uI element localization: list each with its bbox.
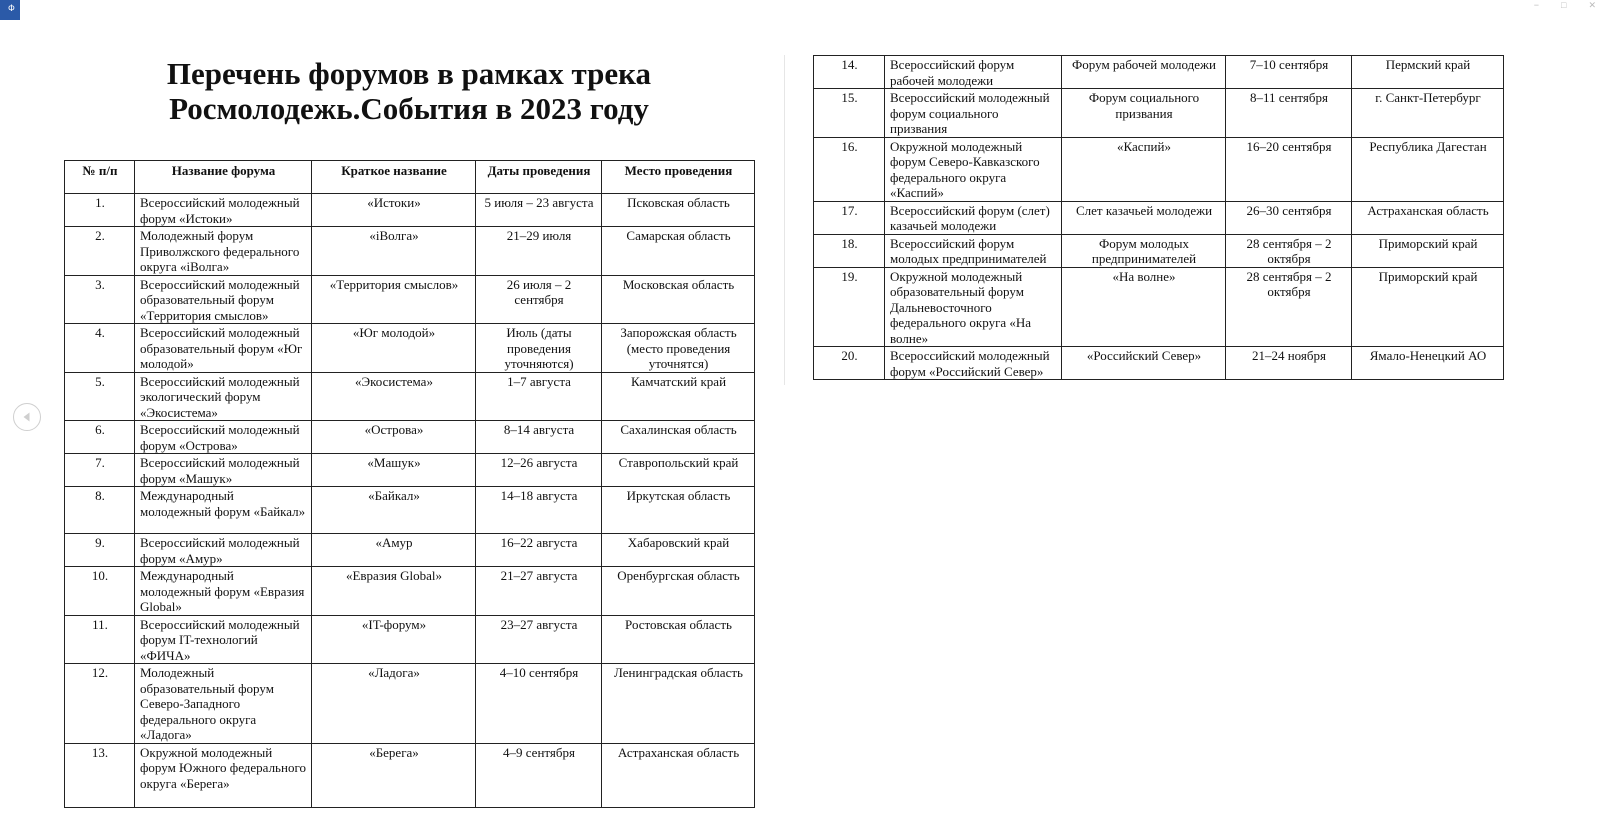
cell-num: 6. bbox=[65, 421, 135, 454]
cell-name: Всероссийский форум (слет) казачьей молодежи bbox=[885, 201, 1062, 234]
cell-name: Окружной молодежный форум Южного федерального округа «Берега» bbox=[135, 743, 312, 807]
cell-name: Молодежный форум Приволжского федерального округа «iВолга» bbox=[135, 227, 312, 276]
cell-place: Ставропольский край bbox=[602, 454, 755, 487]
cell-name: Всероссийский молодежный форум «Острова» bbox=[135, 421, 312, 454]
cell-name: Международный молодежный форум «Байкал» bbox=[135, 487, 312, 534]
cell-place: Республика Дагестан bbox=[1352, 137, 1504, 201]
cell-num: 16. bbox=[814, 137, 885, 201]
table-row bbox=[814, 234, 1504, 267]
cell-name: Всероссийский молодежный форум IT-технологий «ФИЧА» bbox=[135, 615, 312, 664]
cell-place: Запорожская область (место проведения уточнятся) bbox=[602, 324, 755, 373]
cell-dates: 16–22 августа bbox=[476, 534, 602, 567]
cell-num: 12. bbox=[65, 664, 135, 744]
cell-place: Ленинградская область bbox=[602, 664, 755, 744]
cell-num: 5. bbox=[65, 372, 135, 421]
cell-name: Молодежный образовательный форум Северо-Западного федерального округа «Ладога» bbox=[135, 664, 312, 744]
cell-num: 17. bbox=[814, 201, 885, 234]
cell-dates: 8–11 сентября bbox=[1226, 89, 1352, 138]
cell-short: Форум социального призвания bbox=[1062, 89, 1226, 138]
cell-num: 11. bbox=[65, 615, 135, 664]
table-row bbox=[814, 137, 1504, 201]
cell-place: Приморский край bbox=[1352, 267, 1504, 347]
cell-dates: 21–24 ноября bbox=[1226, 347, 1352, 380]
header-place: Место проведения bbox=[602, 161, 755, 194]
cell-dates: 26–30 сентября bbox=[1226, 201, 1352, 234]
cell-short: «Российский Север» bbox=[1062, 347, 1226, 380]
cell-short: «Машук» bbox=[312, 454, 476, 487]
cell-num: 1. bbox=[65, 194, 135, 227]
cell-dates: 23–27 августа bbox=[476, 615, 602, 664]
cell-num: 9. bbox=[65, 534, 135, 567]
cell-dates: 26 июля – 2 сентября bbox=[476, 275, 602, 324]
table-row bbox=[814, 56, 1504, 89]
table-row bbox=[65, 372, 755, 421]
table-row bbox=[65, 743, 755, 807]
cell-num: 2. bbox=[65, 227, 135, 276]
cell-dates: 8–14 августа bbox=[476, 421, 602, 454]
cell-place: Псковская область bbox=[602, 194, 755, 227]
table-row bbox=[814, 201, 1504, 234]
table-row bbox=[814, 89, 1504, 138]
cell-num: 4. bbox=[65, 324, 135, 373]
table-header-row bbox=[65, 161, 755, 194]
table-row bbox=[65, 664, 755, 744]
cell-place: г. Санкт-Петербург bbox=[1352, 89, 1504, 138]
cell-dates: 4–10 сентября bbox=[476, 664, 602, 744]
cell-num: 3. bbox=[65, 275, 135, 324]
cell-name: Всероссийский форум рабочей молодежи bbox=[885, 56, 1062, 89]
cell-short: «Берега» bbox=[312, 743, 476, 807]
cell-dates: 28 сентября – 2 октября bbox=[1226, 234, 1352, 267]
cell-short: «Острова» bbox=[312, 421, 476, 454]
cell-dates: Июль (даты проведения уточняются) bbox=[476, 324, 602, 373]
app-badge[interactable]: Ф bbox=[0, 0, 20, 20]
cell-short: «Экосистема» bbox=[312, 372, 476, 421]
cell-dates: 1–7 августа bbox=[476, 372, 602, 421]
table-row bbox=[65, 567, 755, 616]
cell-short: «Территория смыслов» bbox=[312, 275, 476, 324]
cell-short: Форум молодых предпринимателей bbox=[1062, 234, 1226, 267]
cell-dates: 28 сентября – 2 октября bbox=[1226, 267, 1352, 347]
cell-name: Всероссийский молодежный форум «Истоки» bbox=[135, 194, 312, 227]
cell-short: «Ладога» bbox=[312, 664, 476, 744]
table-row bbox=[65, 615, 755, 664]
maximize-icon[interactable]: □ bbox=[1561, 0, 1567, 10]
cell-num: 18. bbox=[814, 234, 885, 267]
cell-place: Самарская область bbox=[602, 227, 755, 276]
cell-num: 10. bbox=[65, 567, 135, 616]
cell-dates: 12–26 августа bbox=[476, 454, 602, 487]
table-row bbox=[65, 227, 755, 276]
cell-short: «iВолга» bbox=[312, 227, 476, 276]
table-row bbox=[65, 421, 755, 454]
header-dates: Даты проведения bbox=[476, 161, 602, 194]
cell-place: Приморский край bbox=[1352, 234, 1504, 267]
cell-num: 7. bbox=[65, 454, 135, 487]
cell-dates: 4–9 сентября bbox=[476, 743, 602, 807]
cell-place: Ростовская область bbox=[602, 615, 755, 664]
table-row bbox=[814, 267, 1504, 347]
table-row bbox=[65, 275, 755, 324]
cell-place: Ямало-Ненецкий АО bbox=[1352, 347, 1504, 380]
cell-name: Всероссийский молодежный образовательный форум «Территория смыслов» bbox=[135, 275, 312, 324]
cell-num: 19. bbox=[814, 267, 885, 347]
cell-short: «Амур bbox=[312, 534, 476, 567]
cell-place: Астраханская область bbox=[1352, 201, 1504, 234]
cell-num: 14. bbox=[814, 56, 885, 89]
header-short: Краткое название bbox=[312, 161, 476, 194]
cell-short: «На волне» bbox=[1062, 267, 1226, 347]
previous-page-button[interactable] bbox=[13, 403, 41, 431]
cell-dates: 21–29 июля bbox=[476, 227, 602, 276]
forums-table-left bbox=[64, 160, 755, 808]
minimize-icon[interactable]: − bbox=[1533, 0, 1540, 10]
cell-place: Московская область bbox=[602, 275, 755, 324]
page-title-line-1: Перечень форумов в рамках трека bbox=[166, 56, 652, 91]
cell-dates: 16–20 сентября bbox=[1226, 137, 1352, 201]
table-row bbox=[814, 347, 1504, 380]
cell-short: «Каспий» bbox=[1062, 137, 1226, 201]
cell-dates: 14–18 августа bbox=[476, 487, 602, 534]
cell-name: Всероссийский молодежный форум «Машук» bbox=[135, 454, 312, 487]
cell-short: «Байкал» bbox=[312, 487, 476, 534]
cell-num: 15. bbox=[814, 89, 885, 138]
cell-name: Окружной молодежный форум Северо-Кавказского федерального округа «Каспий» bbox=[885, 137, 1062, 201]
cell-name: Всероссийский молодежный форум социального призвания bbox=[885, 89, 1062, 138]
forums-table-right bbox=[813, 55, 1504, 380]
cell-short: «Евразия Global» bbox=[312, 567, 476, 616]
table-row bbox=[65, 487, 755, 534]
page-title bbox=[64, 56, 754, 126]
cell-short: Форум рабочей молодежи bbox=[1062, 56, 1226, 89]
cell-name: Всероссийский молодежный форум «Амур» bbox=[135, 534, 312, 567]
cell-dates: 7–10 сентября bbox=[1226, 56, 1352, 89]
page-divider bbox=[784, 55, 785, 385]
cell-short: «Юг молодой» bbox=[312, 324, 476, 373]
cell-name: Всероссийский молодежный экологический форум «Экосистема» bbox=[135, 372, 312, 421]
cell-place: Пермский край bbox=[1352, 56, 1504, 89]
table-row bbox=[65, 324, 755, 373]
header-num: № п/п bbox=[65, 161, 135, 194]
cell-name: Окружной молодежный образовательный форум Дальневосточного федерального округа «На волне» bbox=[885, 267, 1062, 347]
cell-place: Иркутская область bbox=[602, 487, 755, 534]
cell-num: 8. bbox=[65, 487, 135, 534]
cell-num: 20. bbox=[814, 347, 885, 380]
cell-num: 13. bbox=[65, 743, 135, 807]
cell-name: Всероссийский молодежный форум «Российский Север» bbox=[885, 347, 1062, 380]
close-icon[interactable]: ✕ bbox=[1588, 0, 1596, 10]
table-row bbox=[65, 534, 755, 567]
cell-name: Всероссийский форум молодых предпринимателей bbox=[885, 234, 1062, 267]
cell-short: «IT-форум» bbox=[312, 615, 476, 664]
cell-name: Всероссийский молодежный образовательный форум «Юг молодой» bbox=[135, 324, 312, 373]
cell-dates: 21–27 августа bbox=[476, 567, 602, 616]
cell-short: «Истоки» bbox=[312, 194, 476, 227]
cell-place: Оренбургская область bbox=[602, 567, 755, 616]
table-row bbox=[65, 454, 755, 487]
triangle-left-icon bbox=[21, 411, 33, 423]
cell-place: Камчатский край bbox=[602, 372, 755, 421]
cell-place: Сахалинская область bbox=[602, 421, 755, 454]
page-title-line-2: Росмолодежь.События в 2023 году bbox=[169, 91, 649, 126]
header-name: Название форума bbox=[135, 161, 312, 194]
cell-dates: 5 июля – 23 августа bbox=[476, 194, 602, 227]
cell-short: Слет казачьей молодежи bbox=[1062, 201, 1226, 234]
window-controls bbox=[1534, 0, 1596, 10]
cell-place: Астраханская область bbox=[602, 743, 755, 807]
table-row bbox=[65, 194, 755, 227]
cell-place: Хабаровский край bbox=[602, 534, 755, 567]
cell-name: Международный молодежный форум «Евразия Global» bbox=[135, 567, 312, 616]
